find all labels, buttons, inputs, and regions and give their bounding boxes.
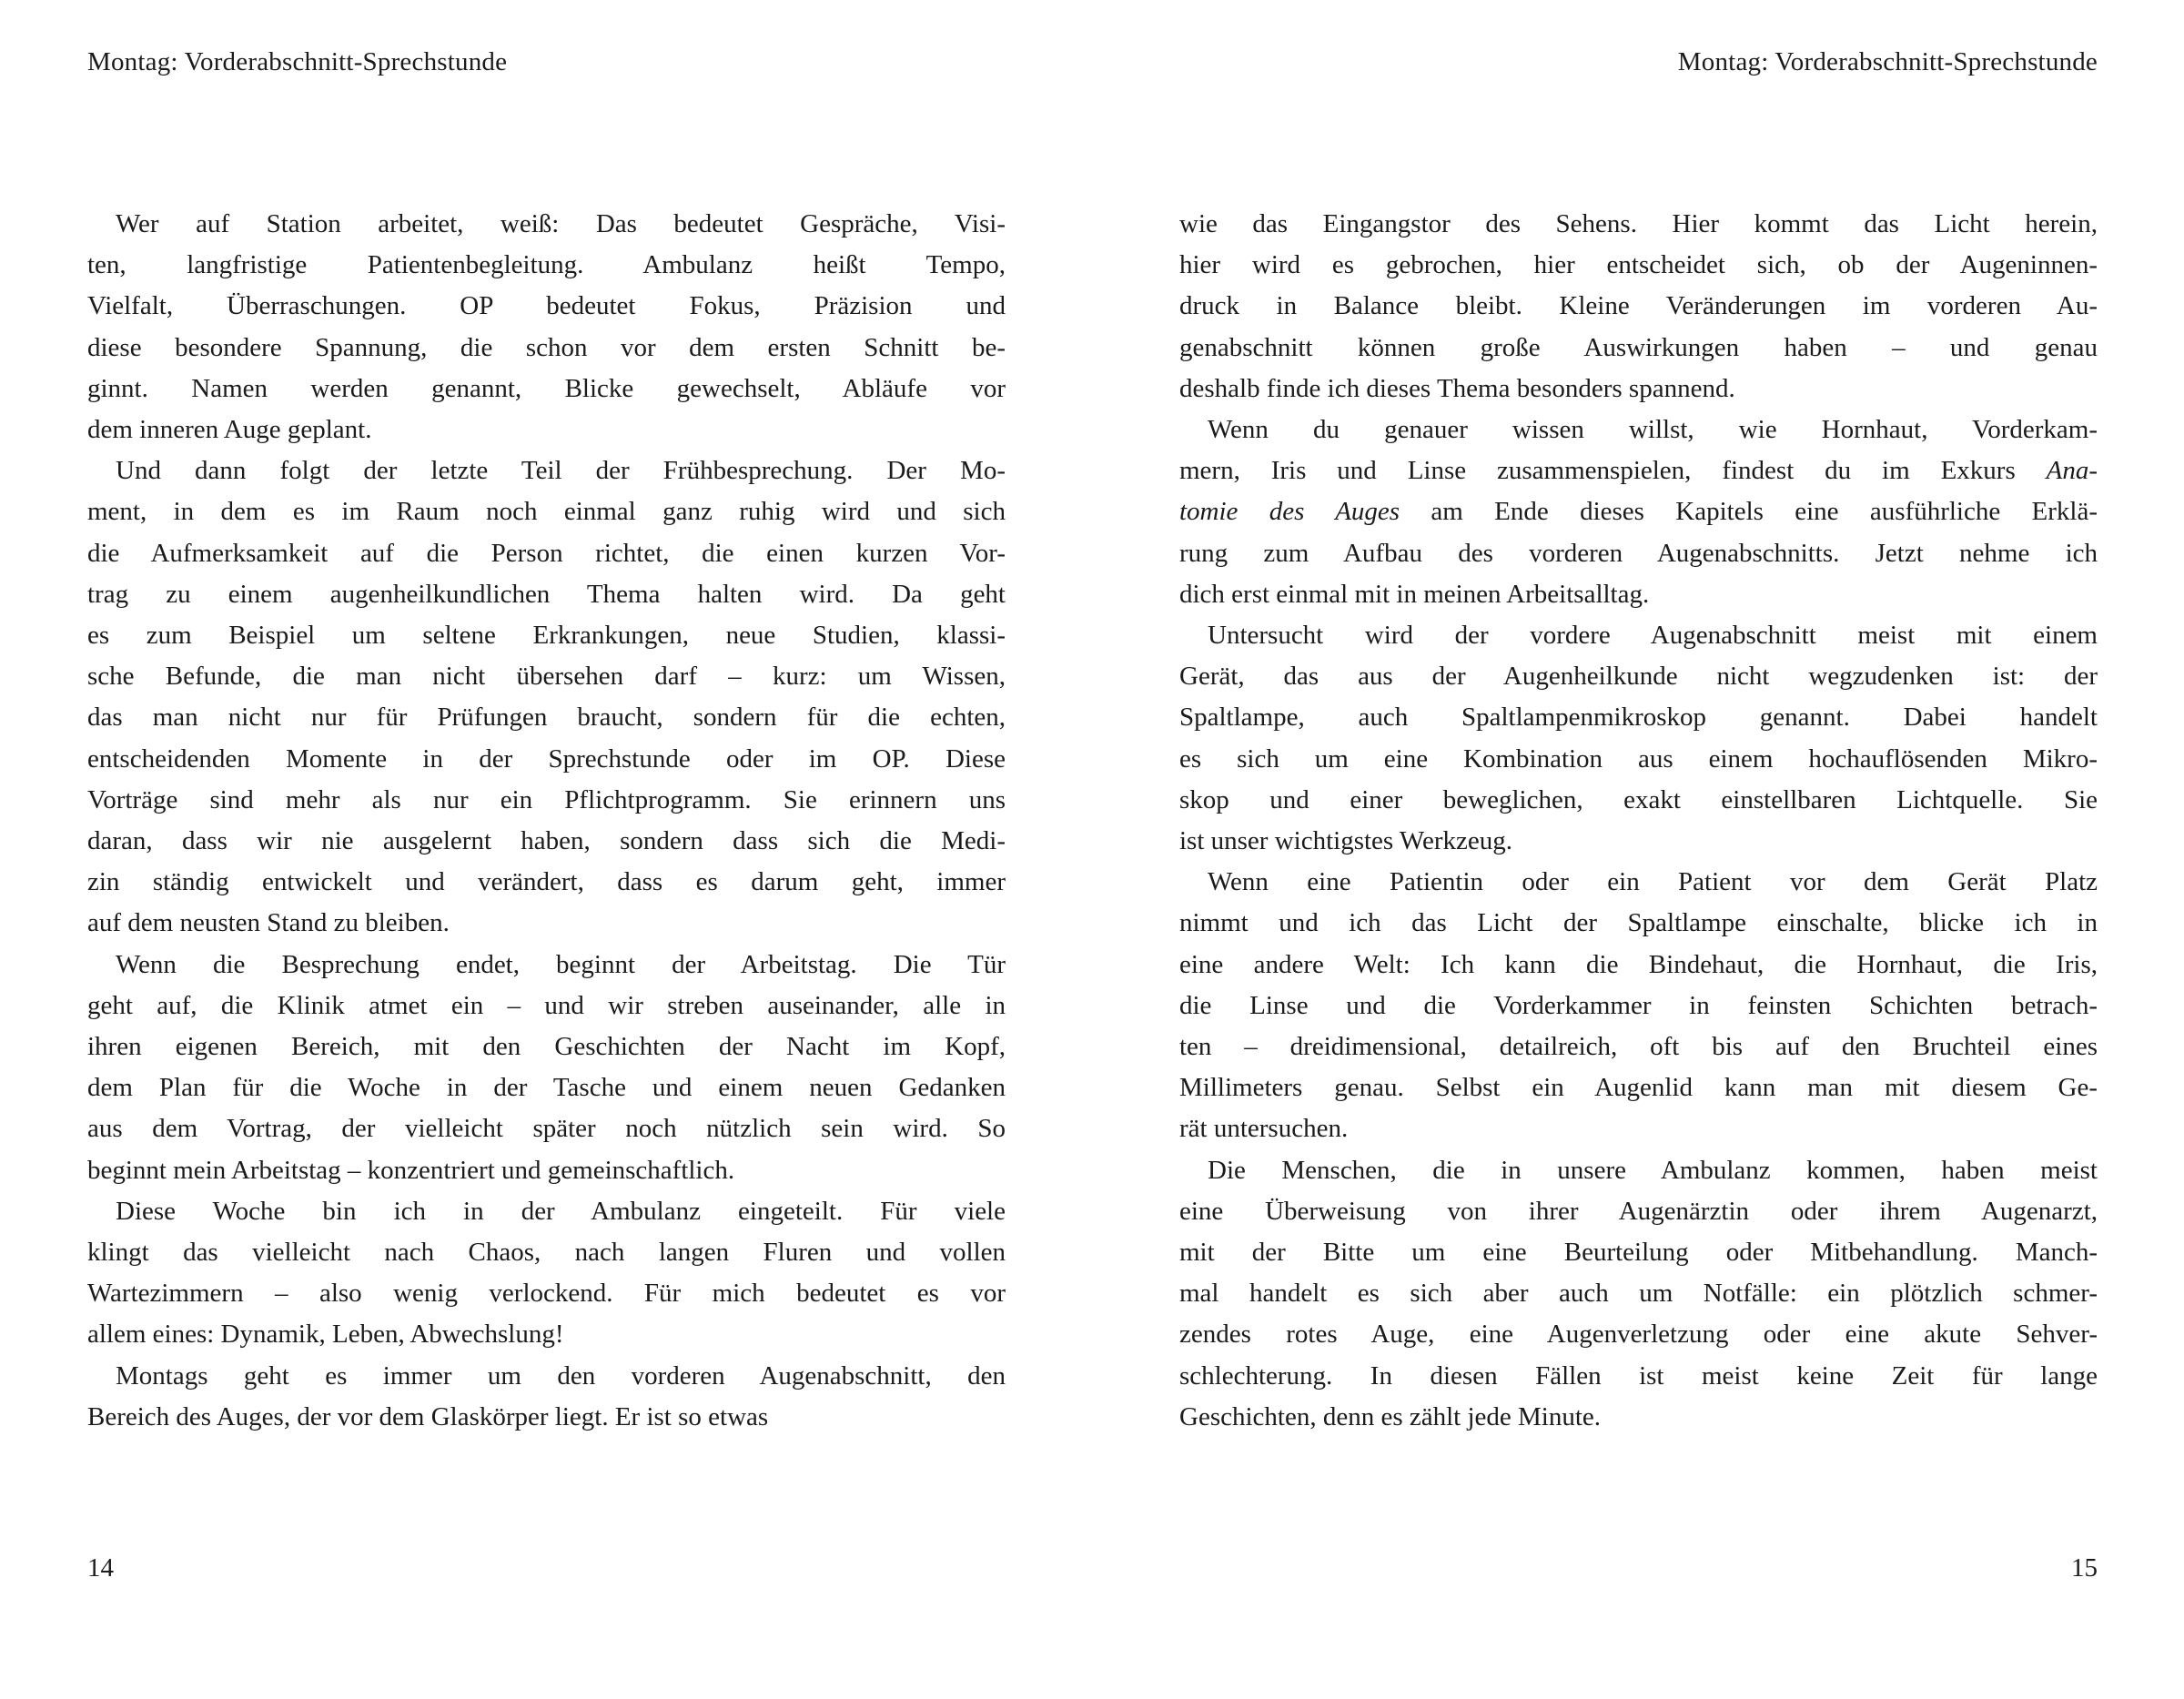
text-line [1179,410,2098,450]
text-segment: wie das Eingangstor des Sehens. Hier kommt das Licht herein, [1179,209,2098,238]
text-segment: ginnt. Namen werden genannt, Blicke gewechselt, Abläufe vor [87,373,1006,403]
page-number-left: 14 [87,1553,114,1583]
text-segment: entscheidenden Momente in der Sprechstunde oder im OP. Diese [87,743,1006,774]
text-line [1179,1273,2098,1314]
text-line [1179,986,2098,1026]
text-line [87,780,1006,821]
text-line [87,328,1006,369]
text-segment: dem inneren Auge geplant. [87,415,372,445]
text-segment: geht auf, die Klinik atmet ein – und wir streben auseinander, alle in [87,990,1006,1020]
text-line [87,204,1006,245]
text-line [87,862,1006,903]
text-line [87,656,1006,697]
text-line [87,1273,1006,1314]
text-line [1179,533,2098,574]
text-line [87,369,1006,410]
paragraph [1179,1150,2098,1438]
text-segment: Untersucht wird der vordere Augenabschnitt meist mit einem [1208,621,2098,651]
text-segment: die Aufmerksamkeit auf die Person richtet, die einen kurzen Vor- [87,538,1006,568]
paragraph [87,1356,1006,1438]
text-segment: deshalb finde ich dieses Thema besonders spannend. [1179,373,1735,403]
text-segment: trag zu einem augenheilkundlichen Thema halten wird. Da geht [87,579,1006,609]
text-segment: Geschichten, denn es zählt jede Minute. [1179,1401,1602,1431]
text-segment: Und dann folgt der letzte Teil der Frühbesprechung. Der Mo- [116,456,1006,486]
text-line [87,986,1006,1026]
text-line [1179,1356,2098,1397]
text-line [1179,1108,2098,1149]
text-segment: es sich um eine Kombination aus einem hochauflösenden Mikro- [1179,743,2098,774]
text-line [87,821,1006,862]
text-line [1179,1232,2098,1273]
paragraph [1179,615,2098,862]
text-line [87,615,1006,656]
text-line [87,533,1006,574]
text-line [87,1356,1006,1397]
text-segment: dem Plan für die Woche in der Tasche und einem neuen Gedanken [87,1073,1006,1103]
text-line [87,903,1006,944]
text-segment: das man nicht nur für Prüfungen braucht, sondern für die echten, [87,703,1006,733]
paragraph [1179,410,2098,615]
text-segment: daran, dass wir nie ausgelernt haben, sondern dass sich die Medi- [87,826,1006,856]
page-body-right [1179,204,2098,1438]
text-line [1179,286,2098,327]
text-line [87,697,1006,738]
text-segment: Wenn eine Patientin oder ein Patient vor dem Gerät Platz [1208,867,2098,897]
page-body-left [87,204,1006,1438]
page-right [1092,0,2184,1699]
text-segment: ten, langfristige Patientenbegleitung. Ambulanz heißt Tempo, [87,250,1006,280]
text-segment: hier wird es gebrochen, hier entscheidet sich, ob der Augeninnen- [1179,250,2098,280]
text-line [87,1314,1006,1355]
text-segment: Wartezimmern – also wenig verlockend. Für mich bedeutet es vor [87,1279,1006,1309]
text-segment: Die Menschen, die in unsere Ambulanz kommen, haben meist [1208,1155,2098,1185]
text-segment: ment, in dem es im Raum noch einmal ganz ruhig wird und sich [87,497,1006,527]
text-segment: mern, Iris und Linse zusammenspielen, findest du im Exkurs [1179,456,2047,486]
text-segment: nimmt und ich das Licht der Spaltlampe einschalte, blicke ich in [1179,908,2098,938]
text-line [1179,615,2098,656]
text-line [87,1067,1006,1108]
paragraph [87,204,1006,450]
text-segment: Wenn die Besprechung endet, beginnt der Arbeitstag. Die Tür [116,949,1006,979]
text-segment: schlechterung. In diesen Fällen ist meist keine Zeit für lange [1179,1360,2098,1391]
text-segment: Bereich des Auges, der vor dem Glaskörper liegt. Er ist so etwas [87,1401,769,1431]
text-segment: auf dem neusten Stand zu bleiben. [87,908,450,938]
text-segment: Wenn du genauer wissen willst, wie Hornhaut, Vorderkam- [1208,415,2098,445]
text-line [1179,656,2098,697]
text-segment: klingt das vielleicht nach Chaos, nach langen Fluren und vollen [87,1238,1006,1268]
paragraph [1179,862,2098,1149]
text-line [87,1397,1006,1438]
text-segment: eine Überweisung von ihrer Augenärztin oder ihrem Augenarzt, [1179,1196,2098,1226]
text-line [87,245,1006,286]
text-line [1179,945,2098,986]
text-segment: Montags geht es immer um den vorderen Augenabschnitt, den [116,1360,1006,1391]
text-segment: aus dem Vortrag, der vielleicht später noch nützlich sein wird. So [87,1114,1006,1144]
text-line [87,410,1006,450]
text-line [87,1232,1006,1273]
text-segment: rung zum Aufbau des vorderen Augenabschnitts. Jetzt nehme ich [1179,538,2098,568]
text-line [87,1191,1006,1232]
text-segment: skop und einer beweglichen, exakt einstellbaren Lichtquelle. Sie [1179,784,2098,814]
text-line [87,945,1006,986]
text-line [1179,1314,2098,1355]
text-segment: diese besondere Spannung, die schon vor dem ersten Schnitt be- [87,332,1006,362]
text-segment: am Ende dieses Kapitels eine ausführliche Erklä- [1400,497,2098,527]
text-segment: mal handelt es sich aber auch um Notfälle: ein plötzlich schmer- [1179,1279,2098,1309]
text-line [1179,1191,2098,1232]
text-line [1179,862,2098,903]
text-line [1179,1150,2098,1191]
text-line [1179,204,2098,245]
paragraph [1179,204,2098,410]
text-line [87,739,1006,780]
italic-text: Ana- [2046,456,2098,486]
text-segment: die Linse und die Vorderkammer in feinsten Schichten betrach- [1179,990,2098,1020]
text-line [1179,739,2098,780]
text-segment: ten – dreidimensional, detailreich, oft bis auf den Bruchteil eines [1179,1032,2098,1062]
italic-text: tomie des Auges [1179,497,1400,527]
text-segment: sche Befunde, die man nicht übersehen darf – kurz: um Wissen, [87,662,1006,692]
text-line [1179,369,2098,410]
text-line [87,574,1006,615]
text-segment: allem eines: Dynamik, Leben, Abwechslung! [87,1320,564,1350]
text-line [1179,1026,2098,1067]
text-segment: zin ständig entwickelt und verändert, dass es darum geht, immer [87,867,1006,897]
text-line [87,1150,1006,1191]
text-segment: Gerät, das aus der Augenheilkunde nicht wegzudenken ist: der [1179,662,2098,692]
text-segment: druck in Balance bleibt. Kleine Veränderungen im vorderen Au- [1179,291,2098,321]
paragraph [87,1191,1006,1356]
text-segment: Vielfalt, Überraschungen. OP bedeutet Fokus, Präzision und [87,291,1006,321]
running-header-left: Montag: Vorderabschnitt-Sprechstunde [87,47,508,76]
text-segment: Wer auf Station arbeitet, weiß: Das bedeutet Gespräche, Visi- [116,209,1006,238]
text-line [1179,491,2098,532]
text-segment: zendes rotes Auge, eine Augenverletzung oder eine akute Sehver- [1179,1320,2098,1350]
text-segment: Millimeters genau. Selbst ein Augenlid kann man mit diesem Ge- [1179,1073,2098,1103]
page-number-right: 15 [2071,1553,2098,1583]
text-segment: ihren eigenen Bereich, mit den Geschichten der Nacht im Kopf, [87,1032,1006,1062]
text-segment: mit der Bitte um eine Beurteilung oder Mitbehandlung. Manch- [1179,1238,2098,1268]
text-line [1179,821,2098,862]
text-line [1179,574,2098,615]
text-line [1179,1397,2098,1438]
text-line [1179,1067,2098,1108]
text-segment: Vorträge sind mehr als nur ein Pflichtprogramm. Sie erinnern uns [87,784,1006,814]
paragraph [87,945,1006,1191]
paragraph [87,450,1006,944]
text-segment: Diese Woche bin ich in der Ambulanz eingeteilt. Für viele [116,1196,1006,1226]
text-line [87,1026,1006,1067]
text-line [87,450,1006,491]
text-line [87,491,1006,532]
text-segment: Spaltlampe, auch Spaltlampenmikroskop genannt. Dabei handelt [1179,703,2098,733]
text-line [1179,780,2098,821]
text-segment: eine andere Welt: Ich kann die Bindehaut, die Hornhaut, die Iris, [1179,949,2098,979]
text-segment: rät untersuchen. [1179,1114,1349,1144]
text-line [1179,245,2098,286]
text-segment: genabschnitt können große Auswirkungen haben – und genau [1179,332,2098,362]
text-segment: es zum Beispiel um seltene Erkrankungen, neue Studien, klassi- [87,621,1006,651]
text-line [1179,903,2098,944]
text-segment: dich erst einmal mit in meinen Arbeitsalltag. [1179,579,1650,609]
text-line [1179,697,2098,738]
text-line [87,1108,1006,1149]
text-line [1179,450,2098,491]
text-segment: beginnt mein Arbeitstag – konzentriert und gemeinschaftlich. [87,1155,735,1185]
text-line [1179,328,2098,369]
text-line [87,286,1006,327]
running-header-right: Montag: Vorderabschnitt-Sprechstunde [1677,47,2098,76]
text-segment: ist unser wichtigstes Werkzeug. [1179,826,1512,856]
